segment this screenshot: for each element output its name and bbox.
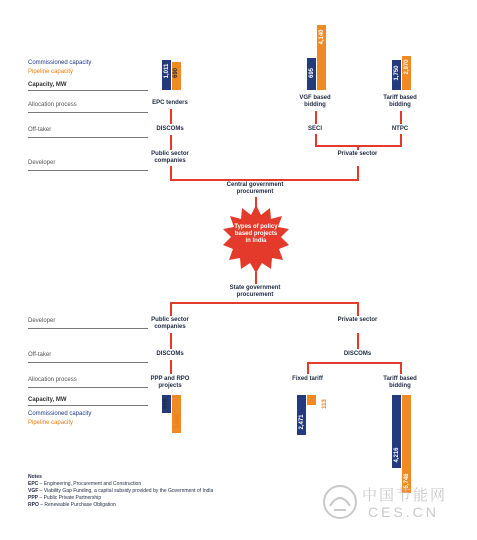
legend-pipeline-top: Pipeline capacity — [28, 69, 74, 75]
rule-offtaker-bottom — [28, 362, 148, 363]
bar-fixed-pipeline — [307, 395, 316, 405]
connector-central-join — [170, 179, 359, 181]
connector-fixed — [307, 362, 309, 374]
node-vgf-bidding: VGF based bidding — [299, 95, 331, 108]
node-public-sector-state: Public sector companies — [151, 317, 189, 330]
connector-state-join — [170, 302, 359, 304]
rule-capacity-top — [28, 90, 148, 91]
legend-pipeline-bottom: Pipeline capacity — [28, 420, 74, 426]
val-epc-pipeline: 690 — [173, 68, 179, 79]
val-ppp-pipeline: 1,080 — [175, 413, 181, 429]
connector-state-public — [170, 302, 172, 316]
node-tariff-bidding-central: Tariff based bidding — [383, 95, 417, 108]
label-developer-top: Developer — [28, 160, 56, 166]
rule-allocation-top — [28, 112, 148, 113]
val-ppp-commissioned: 666 — [163, 399, 169, 410]
node-ppp-rpo: PPP and RPO projects — [150, 376, 190, 389]
node-tariff-bidding-state: Tariff based bidding — [383, 376, 417, 389]
rule-developer-bottom — [28, 328, 148, 329]
label-developer-bottom: Developer — [28, 318, 56, 324]
node-ntpc: NTPC — [391, 126, 409, 132]
node-fixed-tariff: Fixed tariff — [292, 376, 323, 382]
connector-private-discoms — [357, 333, 359, 349]
connector-discoms-public — [170, 135, 172, 150]
rule-developer-top — [28, 170, 148, 171]
connector-vgf-seci — [315, 111, 317, 124]
connector-public-down — [170, 166, 172, 180]
rule-capacity-bottom — [28, 405, 148, 406]
node-central-procurement: Central government procurement — [226, 182, 284, 195]
val-vgf-commissioned: 695 — [309, 68, 315, 79]
connector-private-down — [357, 166, 359, 180]
watermark-logo-icon — [322, 484, 358, 520]
label-offtaker-top: Off-taker — [28, 127, 52, 133]
val-tariff-state-pipeline: 5,748 — [404, 473, 410, 489]
val-fixed-commissioned: 2,471 — [299, 414, 305, 430]
rule-allocation-bottom — [28, 387, 148, 388]
connector-private-central — [357, 145, 359, 150]
val-fixed-pipeline: 113 — [322, 399, 328, 409]
node-epc-tenders: EPC tenders — [152, 100, 188, 106]
val-vgf-pipeline: 4,140 — [319, 29, 325, 45]
label-allocation-top: Allocation process — [28, 102, 77, 108]
note-rpo: RPO – Renewable Purchase Obligation — [28, 502, 116, 508]
note-vgf: VGF – Viability Gap Funding, a capital subsidy provided by the Government of India — [28, 488, 214, 494]
label-offtaker-bottom: Off-taker — [28, 352, 52, 358]
node-state-procurement: State government procurement — [229, 285, 281, 298]
badge-text: Types of policy based projects in India — [234, 224, 278, 244]
connector-discoms-ppp — [170, 360, 172, 374]
connector-state-private — [357, 302, 359, 316]
node-discoms-state-public: DISCOMs — [156, 351, 184, 357]
label-capacity-top: Capacity, MW — [28, 82, 67, 88]
val-ntpc-commissioned: 1,750 — [394, 65, 400, 81]
watermark-en: CES.CN — [368, 504, 439, 520]
note-epc: EPC – Engineering, Procurement and Construction — [28, 481, 142, 487]
node-private-sector-central: Private sector — [337, 151, 378, 157]
legend-commissioned-top: Commissioned capacity — [28, 60, 92, 66]
connector-epc-discoms — [170, 109, 172, 124]
node-private-sector-state: Private sector — [337, 317, 378, 323]
legend-commissioned-bottom: Commissioned capacity — [28, 411, 92, 417]
node-discoms-state-private: DISCOMs — [343, 351, 372, 357]
val-ntpc-pipeline: 2,970 — [404, 59, 410, 75]
rule-offtaker-top — [28, 137, 148, 138]
val-epc-commissioned: 1,011 — [164, 63, 170, 79]
notes-heading: Notes — [28, 474, 42, 480]
notes — [28, 474, 328, 509]
connector-tariff-ntpc — [400, 111, 402, 124]
watermark-cn: 中国节能网 — [362, 486, 448, 504]
connector-discoms-split — [307, 362, 402, 364]
label-allocation-bottom: Allocation process — [28, 377, 77, 383]
node-seci: SECI — [307, 126, 322, 132]
node-public-sector-central: Public sector companies — [151, 151, 189, 164]
node-discoms-central: DISCOMs — [156, 126, 184, 132]
connector-badge-state — [255, 272, 257, 284]
label-capacity-bottom: Capacity, MW — [28, 397, 67, 403]
connector-tariff-state — [400, 362, 402, 374]
connector-state-public-discoms — [170, 333, 172, 349]
val-tariff-state-commissioned: 4,216 — [394, 447, 400, 463]
note-ppp: PPP – Public Private Partnership — [28, 495, 102, 501]
